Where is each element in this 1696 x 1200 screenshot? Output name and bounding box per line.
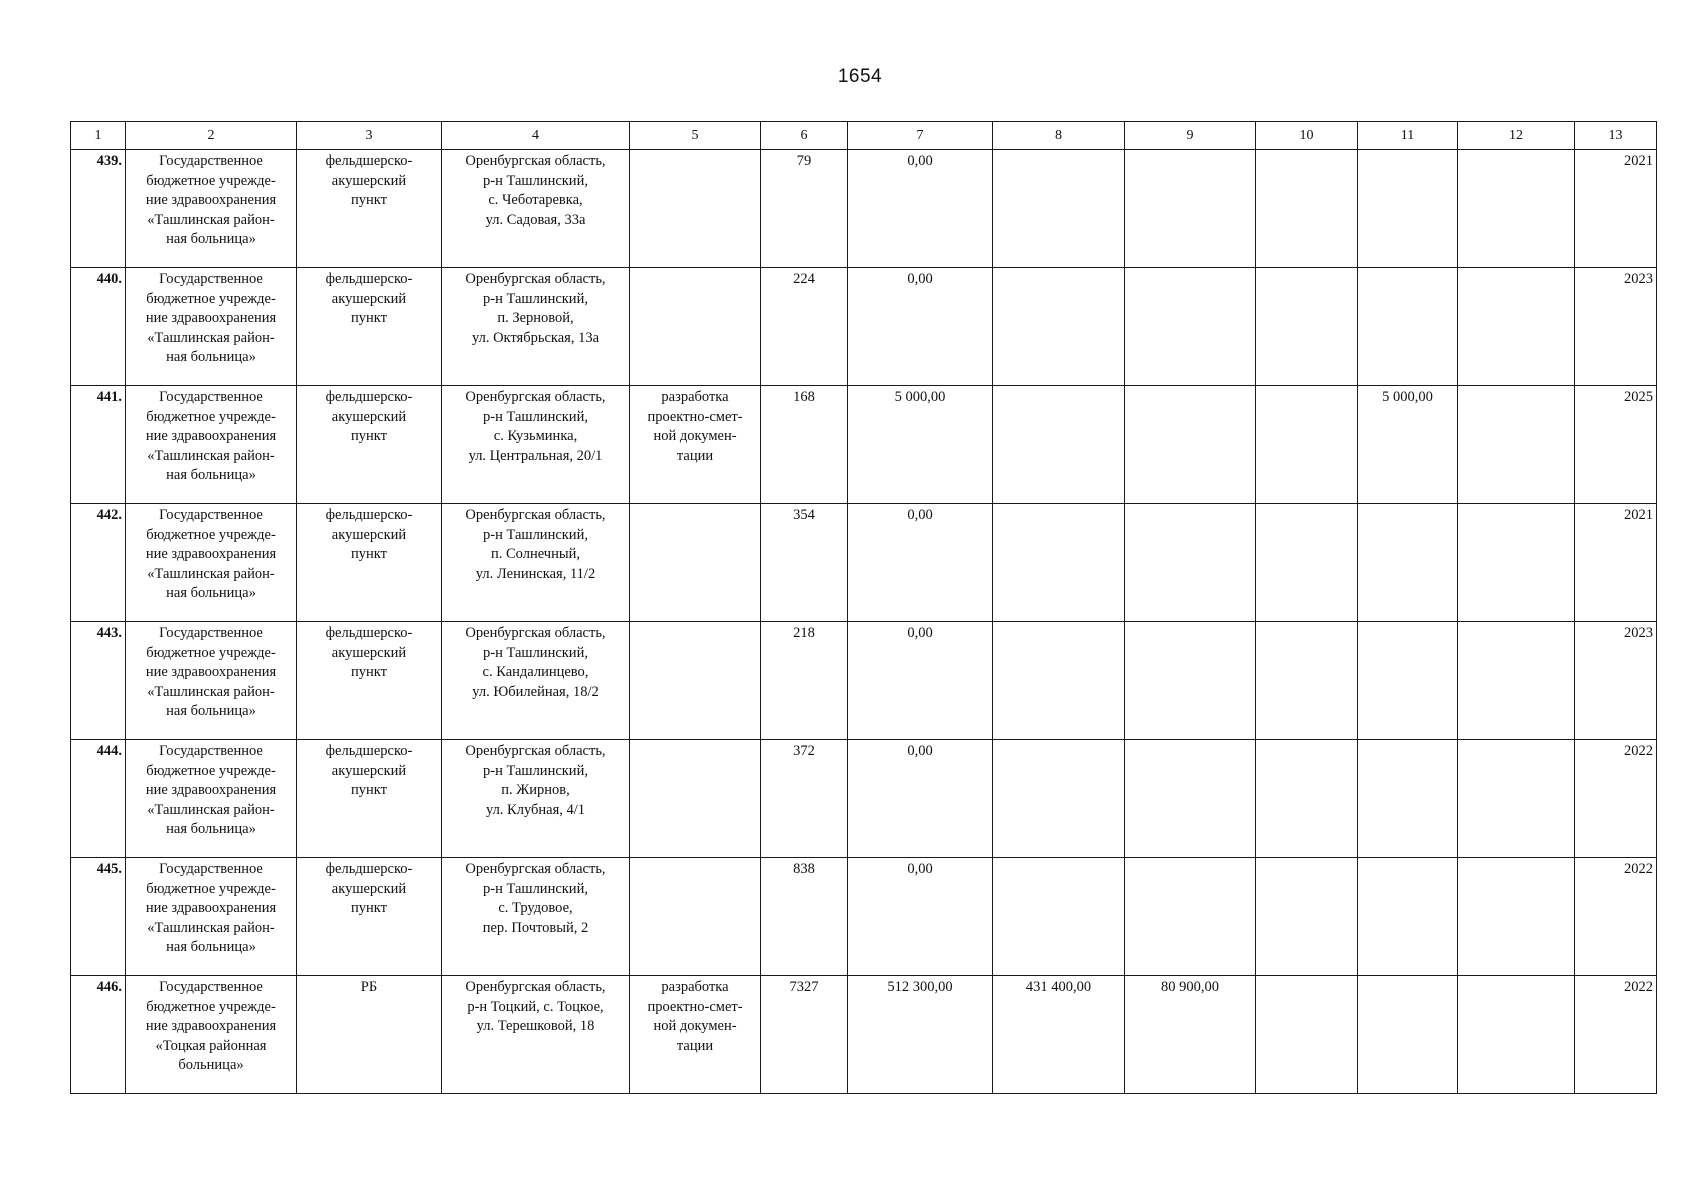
col6-value-cell: 224 bbox=[761, 268, 848, 386]
column-header-10: 10 bbox=[1256, 122, 1358, 150]
work-type-cell bbox=[630, 268, 761, 386]
object-type-cell: РБ bbox=[297, 976, 442, 1094]
col6-value-cell: 79 bbox=[761, 150, 848, 268]
table-row bbox=[71, 386, 1657, 504]
col6-value-cell: 7327 bbox=[761, 976, 848, 1094]
year-cell: 2022 bbox=[1575, 976, 1657, 1094]
table-row bbox=[71, 740, 1657, 858]
page-number: 1654 bbox=[837, 66, 883, 87]
col12-value-cell bbox=[1458, 386, 1575, 504]
work-type-cell bbox=[630, 740, 761, 858]
row-number-cell: 446. bbox=[71, 976, 126, 1094]
col12-value-cell bbox=[1458, 622, 1575, 740]
row-number-cell: 441. bbox=[71, 386, 126, 504]
col8-value-cell bbox=[993, 268, 1125, 386]
col9-value-cell: 80 900,00 bbox=[1125, 976, 1256, 1094]
address-cell: Оренбургская область, р-н Ташлинский, с. Кузьминка, ул. Центральная, 20/1 bbox=[442, 386, 630, 504]
col12-value-cell bbox=[1458, 150, 1575, 268]
object-type-cell: фельдшерско- акушерский пункт bbox=[297, 150, 442, 268]
work-type-cell: разработка проектно-смет- ной докумен- тации bbox=[630, 976, 761, 1094]
col7-value-cell: 0,00 bbox=[848, 740, 993, 858]
column-header-4: 4 bbox=[442, 122, 630, 150]
address-cell: Оренбургская область, р-н Ташлинский, п. Жирнов, ул. Клубная, 4/1 bbox=[442, 740, 630, 858]
year-cell: 2021 bbox=[1575, 150, 1657, 268]
col11-value-cell bbox=[1358, 150, 1458, 268]
table-row bbox=[71, 858, 1657, 976]
col9-value-cell bbox=[1125, 386, 1256, 504]
work-type-cell: разработка проектно-смет- ной докумен- тации bbox=[630, 386, 761, 504]
row-number-cell: 440. bbox=[71, 268, 126, 386]
address-cell: Оренбургская область, р-н Тоцкий, с. Тоцкое, ул. Терешковой, 18 bbox=[442, 976, 630, 1094]
institution-cell: Государственное бюджетное учрежде- ние здравоохранения «Ташлинская район- ная больница» bbox=[126, 504, 297, 622]
column-header-12: 12 bbox=[1458, 122, 1575, 150]
col10-value-cell bbox=[1256, 976, 1358, 1094]
col11-value-cell: 5 000,00 bbox=[1358, 386, 1458, 504]
col9-value-cell bbox=[1125, 268, 1256, 386]
col7-value-cell: 0,00 bbox=[848, 622, 993, 740]
col6-value-cell: 838 bbox=[761, 858, 848, 976]
institution-cell: Государственное бюджетное учрежде- ние здравоохранения «Тоцкая районная больница» bbox=[126, 976, 297, 1094]
col10-value-cell bbox=[1256, 150, 1358, 268]
col6-value-cell: 354 bbox=[761, 504, 848, 622]
table-body bbox=[71, 150, 1657, 1094]
col7-value-cell: 0,00 bbox=[848, 504, 993, 622]
object-type-cell: фельдшерско- акушерский пункт bbox=[297, 268, 442, 386]
col7-value-cell: 0,00 bbox=[848, 150, 993, 268]
year-cell: 2022 bbox=[1575, 740, 1657, 858]
col11-value-cell bbox=[1358, 976, 1458, 1094]
col10-value-cell bbox=[1256, 622, 1358, 740]
col12-value-cell bbox=[1458, 268, 1575, 386]
col11-value-cell bbox=[1358, 504, 1458, 622]
address-cell: Оренбургская область, р-н Ташлинский, п. Зерновой, ул. Октябрьская, 13а bbox=[442, 268, 630, 386]
year-cell: 2023 bbox=[1575, 622, 1657, 740]
column-header-8: 8 bbox=[993, 122, 1125, 150]
institution-cell: Государственное бюджетное учрежде- ние здравоохранения «Ташлинская район- ная больница» bbox=[126, 386, 297, 504]
year-cell: 2025 bbox=[1575, 386, 1657, 504]
table-header bbox=[71, 122, 1657, 150]
col10-value-cell bbox=[1256, 268, 1358, 386]
work-type-cell bbox=[630, 858, 761, 976]
col9-value-cell bbox=[1125, 150, 1256, 268]
institution-cell: Государственное бюджетное учрежде- ние здравоохранения «Ташлинская район- ная больница» bbox=[126, 858, 297, 976]
work-type-cell bbox=[630, 622, 761, 740]
col12-value-cell bbox=[1458, 504, 1575, 622]
column-header-3: 3 bbox=[297, 122, 442, 150]
col8-value-cell bbox=[993, 504, 1125, 622]
row-number-cell: 444. bbox=[71, 740, 126, 858]
col12-value-cell bbox=[1458, 858, 1575, 976]
year-cell: 2023 bbox=[1575, 268, 1657, 386]
row-number-cell: 445. bbox=[71, 858, 126, 976]
col9-value-cell bbox=[1125, 622, 1256, 740]
col11-value-cell bbox=[1358, 740, 1458, 858]
institution-cell: Государственное бюджетное учрежде- ние здравоохранения «Ташлинская район- ная больница» bbox=[126, 622, 297, 740]
address-cell: Оренбургская область, р-н Ташлинский, с. Чеботаревка, ул. Садовая, 33а bbox=[442, 150, 630, 268]
col11-value-cell bbox=[1358, 622, 1458, 740]
col8-value-cell bbox=[993, 150, 1125, 268]
col7-value-cell: 5 000,00 bbox=[848, 386, 993, 504]
row-number-cell: 443. bbox=[71, 622, 126, 740]
col6-value-cell: 372 bbox=[761, 740, 848, 858]
col11-value-cell bbox=[1358, 858, 1458, 976]
table-row bbox=[71, 268, 1657, 386]
col9-value-cell bbox=[1125, 504, 1256, 622]
registry-table bbox=[70, 121, 1657, 1094]
table-row bbox=[71, 504, 1657, 622]
object-type-cell: фельдшерско- акушерский пункт bbox=[297, 622, 442, 740]
table-row bbox=[71, 150, 1657, 268]
institution-cell: Государственное бюджетное учрежде- ние здравоохранения «Ташлинская район- ная больница» bbox=[126, 150, 297, 268]
column-header-9: 9 bbox=[1125, 122, 1256, 150]
col8-value-cell bbox=[993, 858, 1125, 976]
col6-value-cell: 218 bbox=[761, 622, 848, 740]
column-header-11: 11 bbox=[1358, 122, 1458, 150]
column-header-13: 13 bbox=[1575, 122, 1657, 150]
work-type-cell bbox=[630, 150, 761, 268]
col10-value-cell bbox=[1256, 386, 1358, 504]
institution-cell: Государственное бюджетное учрежде- ние здравоохранения «Ташлинская район- ная больница» bbox=[126, 268, 297, 386]
column-header-6: 6 bbox=[761, 122, 848, 150]
work-type-cell bbox=[630, 504, 761, 622]
col11-value-cell bbox=[1358, 268, 1458, 386]
table-row bbox=[71, 622, 1657, 740]
col7-value-cell: 512 300,00 bbox=[848, 976, 993, 1094]
col8-value-cell bbox=[993, 740, 1125, 858]
col7-value-cell: 0,00 bbox=[848, 268, 993, 386]
year-cell: 2022 bbox=[1575, 858, 1657, 976]
object-type-cell: фельдшерско- акушерский пункт bbox=[297, 386, 442, 504]
col10-value-cell bbox=[1256, 858, 1358, 976]
table-row bbox=[71, 976, 1657, 1094]
object-type-cell: фельдшерско- акушерский пункт bbox=[297, 858, 442, 976]
address-cell: Оренбургская область, р-н Ташлинский, п. Солнечный, ул. Ленинская, 11/2 bbox=[442, 504, 630, 622]
col9-value-cell bbox=[1125, 858, 1256, 976]
col10-value-cell bbox=[1256, 740, 1358, 858]
row-number-cell: 439. bbox=[71, 150, 126, 268]
col12-value-cell bbox=[1458, 740, 1575, 858]
col8-value-cell: 431 400,00 bbox=[993, 976, 1125, 1094]
column-header-5: 5 bbox=[630, 122, 761, 150]
address-cell: Оренбургская область, р-н Ташлинский, с. Кандалинцево, ул. Юбилейная, 18/2 bbox=[442, 622, 630, 740]
col9-value-cell bbox=[1125, 740, 1256, 858]
column-header-7: 7 bbox=[848, 122, 993, 150]
col8-value-cell bbox=[993, 622, 1125, 740]
header-row bbox=[71, 122, 1657, 150]
object-type-cell: фельдшерско- акушерский пункт bbox=[297, 504, 442, 622]
col10-value-cell bbox=[1256, 504, 1358, 622]
object-type-cell: фельдшерско- акушерский пункт bbox=[297, 740, 442, 858]
year-cell: 2021 bbox=[1575, 504, 1657, 622]
col6-value-cell: 168 bbox=[761, 386, 848, 504]
row-number-cell: 442. bbox=[71, 504, 126, 622]
institution-cell: Государственное бюджетное учрежде- ние здравоохранения «Ташлинская район- ная больница» bbox=[126, 740, 297, 858]
col8-value-cell bbox=[993, 386, 1125, 504]
column-header-2: 2 bbox=[126, 122, 297, 150]
col7-value-cell: 0,00 bbox=[848, 858, 993, 976]
col12-value-cell bbox=[1458, 976, 1575, 1094]
address-cell: Оренбургская область, р-н Ташлинский, с. Трудовое, пер. Почтовый, 2 bbox=[442, 858, 630, 976]
column-header-1: 1 bbox=[71, 122, 126, 150]
